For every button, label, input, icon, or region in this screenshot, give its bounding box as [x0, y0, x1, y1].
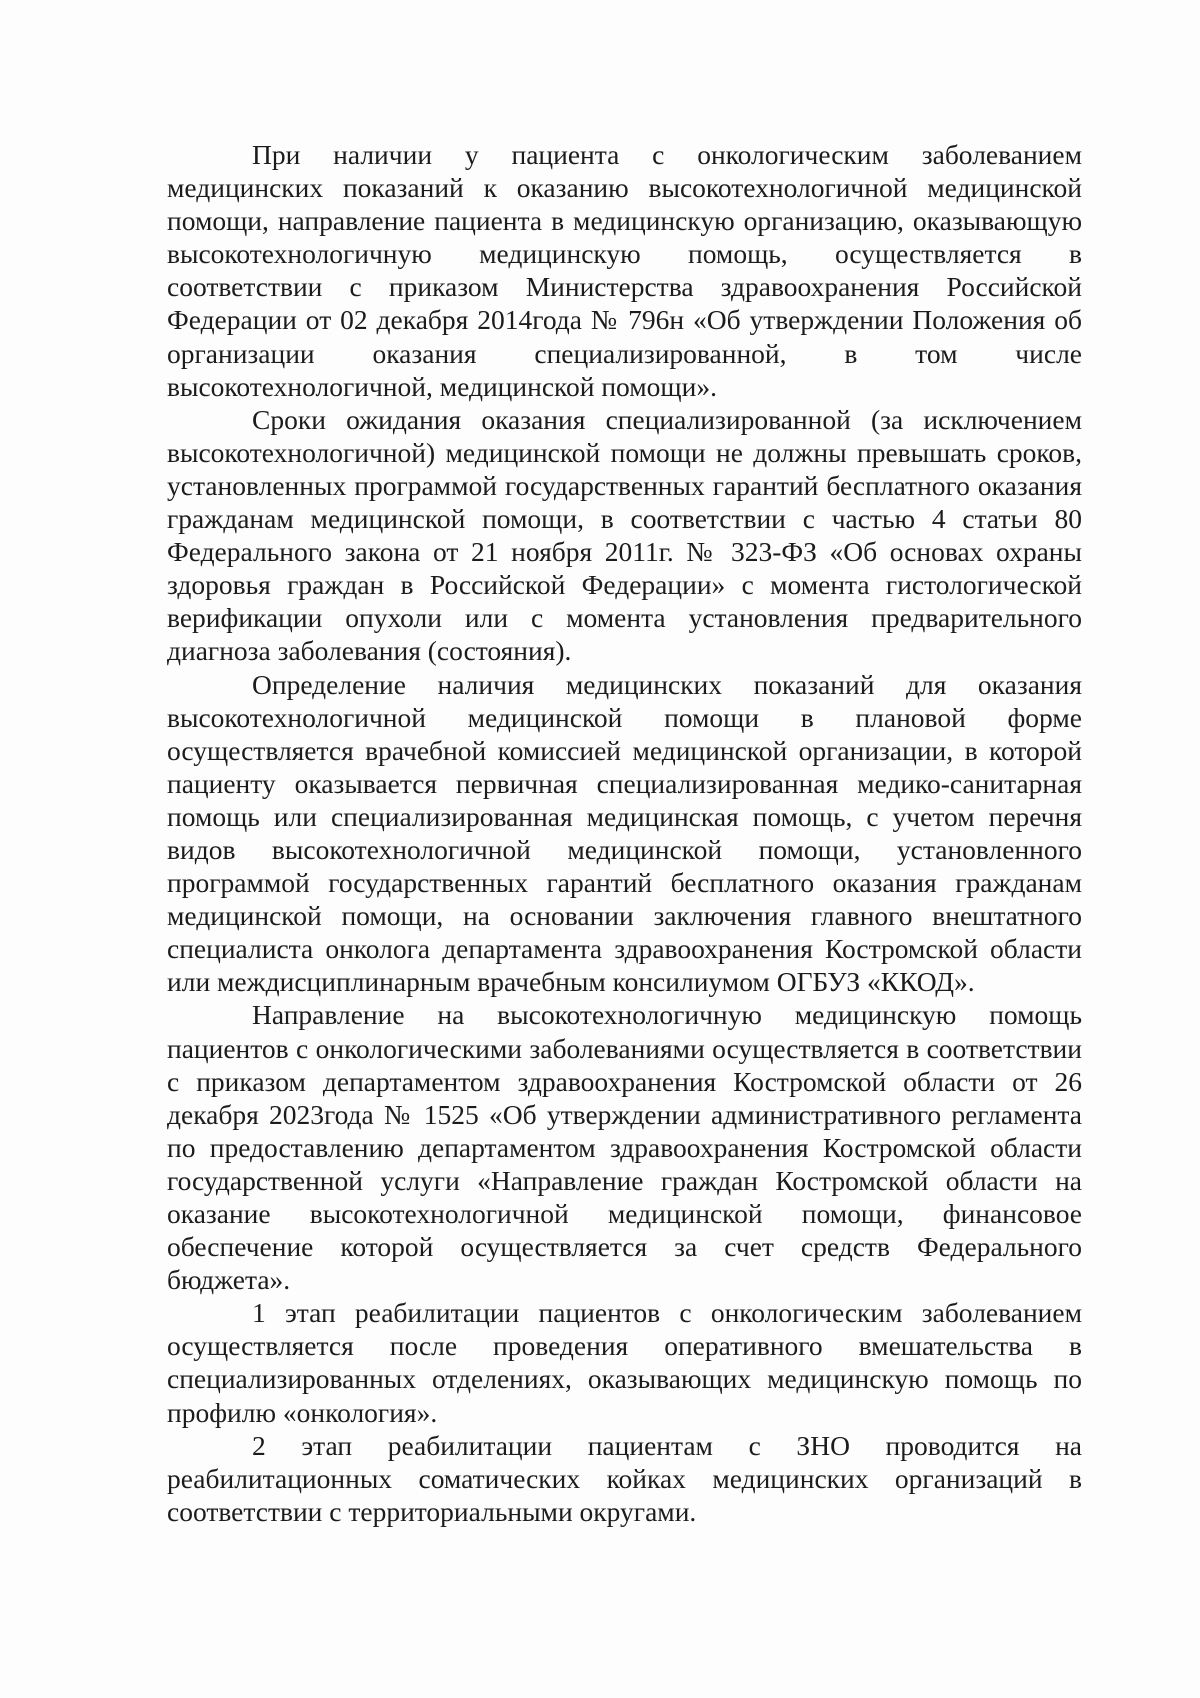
paragraph-indications: Определение наличия медицинских показаний для оказания высокотехнологичной медицинской помощи в плановой форме осуществляется врачебной комиссией медицинской организации, в которой пациенту оказывается первичная специализированная медико-санитарная помощь или специализированная медицинская помощь, с учетом перечня видов высокотехнологичной медицинской помощи, установленного программой государственных гарантий бесплатного оказания гражданам медицинской помощи, на основании заключения главного внештатного специалиста онколога департамента здравоохранения Костромской области или междисциплинарным врачебным консилиумом ОГБУЗ «ККОД».	[167, 668, 1082, 998]
paragraph-rehab-stage-1: 1 этап реабилитации пациентов с онкологическим заболеванием осуществляется после проведения оперативного вмешательства в специализированных отделениях, оказывающих медицинскую помощь по профилю «онкология».	[167, 1297, 1082, 1428]
paragraph-waiting-times: Сроки ожидания оказания специализированной (за исключением высокотехнологичной) медицинской помощи не должны превышать сроков, установленных программой государственных гарантий бесплатного оказания гражданам медицинской помощи, в соответствии с частью 4 статьи 80 Федерального закона от 21 ноября 2011г. № 323-ФЗ «Об основах охраны здоровья граждан в Российской Федерации» с момента гистологической верификации опухоли или с момента установления предварительного диагноза заболевания (состояния).	[167, 403, 1082, 667]
document-body	[167, 138, 1082, 1528]
paragraph-rehab-stage-2: 2 этап реабилитации пациентам с ЗНО проводится на реабилитационных соматических койках медицинских организаций в соответствии с территориальными округами.	[167, 1429, 1082, 1527]
paragraph-referral-order: Направление на высокотехнологичную медицинскую помощь пациентов с онкологическими заболеваниями осуществляется в соответствии с приказом департаментом здравоохранения Костромской области от 26 декабря 2023года № 1525 «Об утверждении административного регламента по предоставлению департаментом здравоохранения Костромской области государственной услуги «Направление граждан Костромской области на оказание высокотехнологичной медицинской помощи, финансовое обеспечение которой осуществляется за счет средств Федерального бюджета».	[167, 999, 1082, 1296]
paragraph-vmp-referral: При наличии у пациента с онкологическим заболеванием медицинских показаний к оказанию высокотехнологичной медицинской помощи, направление пациента в медицинскую организацию, оказывающую высокотехнологичную медицинскую помощь, осуществляется в соответствии с приказом Министерства здравоохранения Российской Федерации от 02 декабря 2014года № 796н «Об утверждении Положения об организации оказания специализированной, в том числе высокотехнологичной, медицинской помощи».	[167, 139, 1082, 402]
